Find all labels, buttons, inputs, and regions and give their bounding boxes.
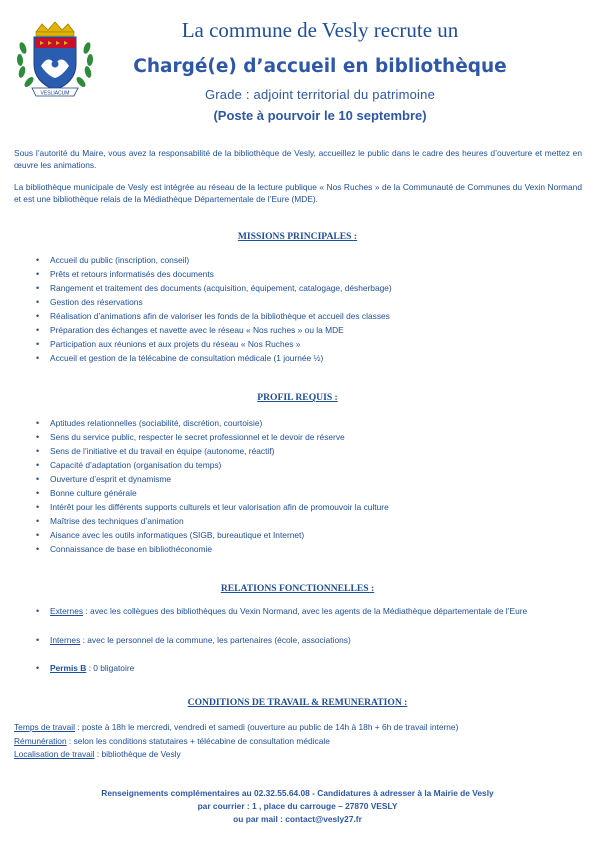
profil-item: • Intérêt pour les différents supports culturels et leur valorisation afin de promouvoir la culture <box>36 500 576 514</box>
conditions-block <box>14 721 584 762</box>
profil-title: PROFIL REQUIS : <box>257 392 338 403</box>
temps-text: : poste à 18h le mercredi, vendredi et samedi (ouverture au public de 14h à 18h + 6h de travail interne) <box>74 722 459 732</box>
missions-list <box>36 253 576 365</box>
temps-label: Temps de travail <box>14 722 75 732</box>
relations-title: RELATIONS FONCTIONNELLES : <box>220 583 375 594</box>
externes-text: : avec les collègues des bibliothèques du Vexin Normand, avec les agents de la Médiathèque départementale de l’Eure <box>83 606 528 616</box>
mission-item: • Réalisation d’animations afin de valoriser les fonds de la bibliothèque et accueil des classes <box>36 309 576 323</box>
mission-item: • Accueil du public (inscription, conseil) <box>36 253 576 267</box>
job-title: Chargé(e) d’accueil en bibliothèque <box>133 56 507 77</box>
logo-ribbon-text: VESLIACUM <box>40 90 70 97</box>
conditions-title: CONDITIONS DE TRAVAIL & REMUNERATION : <box>187 697 408 708</box>
mission-item: • Accueil et gestion de la télécabine de consultation médicale (1 journée ½) <box>36 351 576 365</box>
footer-phone-line: Renseignements complémentaires au 02.32.55.64.08 - Candidatures à adresser à la Mairie de Vesly <box>101 788 494 798</box>
relations-externes <box>36 606 576 618</box>
profil-item: • Sens de l’initiative et du travail en équipe (autonome, réactif) <box>36 444 576 458</box>
footer-contact <box>0 787 595 826</box>
profil-list <box>36 416 576 556</box>
footer-address-line: par courrier : 1 , place du carrouge – 27870 VESLY <box>197 801 398 811</box>
remuneration <box>14 735 584 749</box>
mission-item: • Gestion des réservations <box>36 295 576 309</box>
grade-line: Grade : adjoint territorial du patrimoine <box>204 87 436 102</box>
commune-logo <box>14 18 96 100</box>
remu-label: Rémunération <box>14 735 67 746</box>
mission-item: • Rangement et traitement des documents (acquisition, équipement, catalogage, désherbage) <box>36 281 576 295</box>
internes-text: : avec le personnel de la commune, les partenaires (école, associations) <box>80 635 351 645</box>
profil-item: • Capacité d’adaptation (organisation du temps) <box>36 458 576 472</box>
permis-label: Permis B <box>50 663 87 673</box>
loc-label: Localisation de travail <box>14 749 95 759</box>
remu-text: : selon les conditions statutaires + télécabine de consultation médicale <box>66 735 330 746</box>
profil-item: • Ouverture d’esprit et dynamisme <box>36 472 576 486</box>
profil-item: • Sens du service public, respecter le secret professionnel et le devoir de réserve <box>36 430 576 444</box>
mission-item: • Préparation des échanges et navette avec le réseau « Nos ruches » ou la MDE <box>36 323 576 337</box>
recruiting-heading: La commune de Vesly recrute un <box>181 18 459 42</box>
relations-internes <box>36 635 576 647</box>
intro-paragraph-2: La bibliothèque municipale de Vesly est intégrée au réseau de la lecture publique « Nos Ruches » de la Communauté de Communes du Vexin Normand et est une bibliothèque relais de la Médiathèque Départementale de l’Eure (MDE). <box>14 182 582 204</box>
localisation <box>14 748 584 762</box>
start-date-line: (Poste à pourvoir le 10 septembre) <box>213 108 427 123</box>
footer-email-line[interactable]: ou par mail : contact@vesly27.fr <box>233 814 362 824</box>
profil-item: • Aisance avec les outils informatiques (SIGB, bureautique et Internet) <box>36 528 576 542</box>
profil-item: • Bonne culture générale <box>36 486 576 500</box>
permis-item <box>36 663 576 675</box>
missions-title: MISSIONS PRINCIPALES : <box>237 231 358 242</box>
profil-item: • Connaissance de base en bibliothéconomie <box>36 542 576 556</box>
externes-label: Externes <box>50 606 84 616</box>
temps-de-travail <box>14 721 584 735</box>
mission-item: • Prêts et retours informatisés des documents <box>36 267 576 281</box>
profil-item: • Aptitudes relationnelles (sociabilité, discrétion, courtoisie) <box>36 416 576 430</box>
loc-text: : bibliothèque de Vesly <box>94 749 181 759</box>
mission-item: • Participation aux réunions et aux projets du réseau « Nos Ruches » <box>36 337 576 351</box>
intro-paragraph-1: Sous l’autorité du Maire, vous avez la responsabilité de la bibliothèque de Vesly, accueillez le public dans le cadre des heures d’ouverture et mettez en œuvre les animations. <box>14 148 582 170</box>
profil-item: • Maîtrise des techniques d’animation <box>36 514 576 528</box>
permis-text: : 0 bligatoire <box>86 663 135 673</box>
internes-label: Internes <box>50 635 81 645</box>
